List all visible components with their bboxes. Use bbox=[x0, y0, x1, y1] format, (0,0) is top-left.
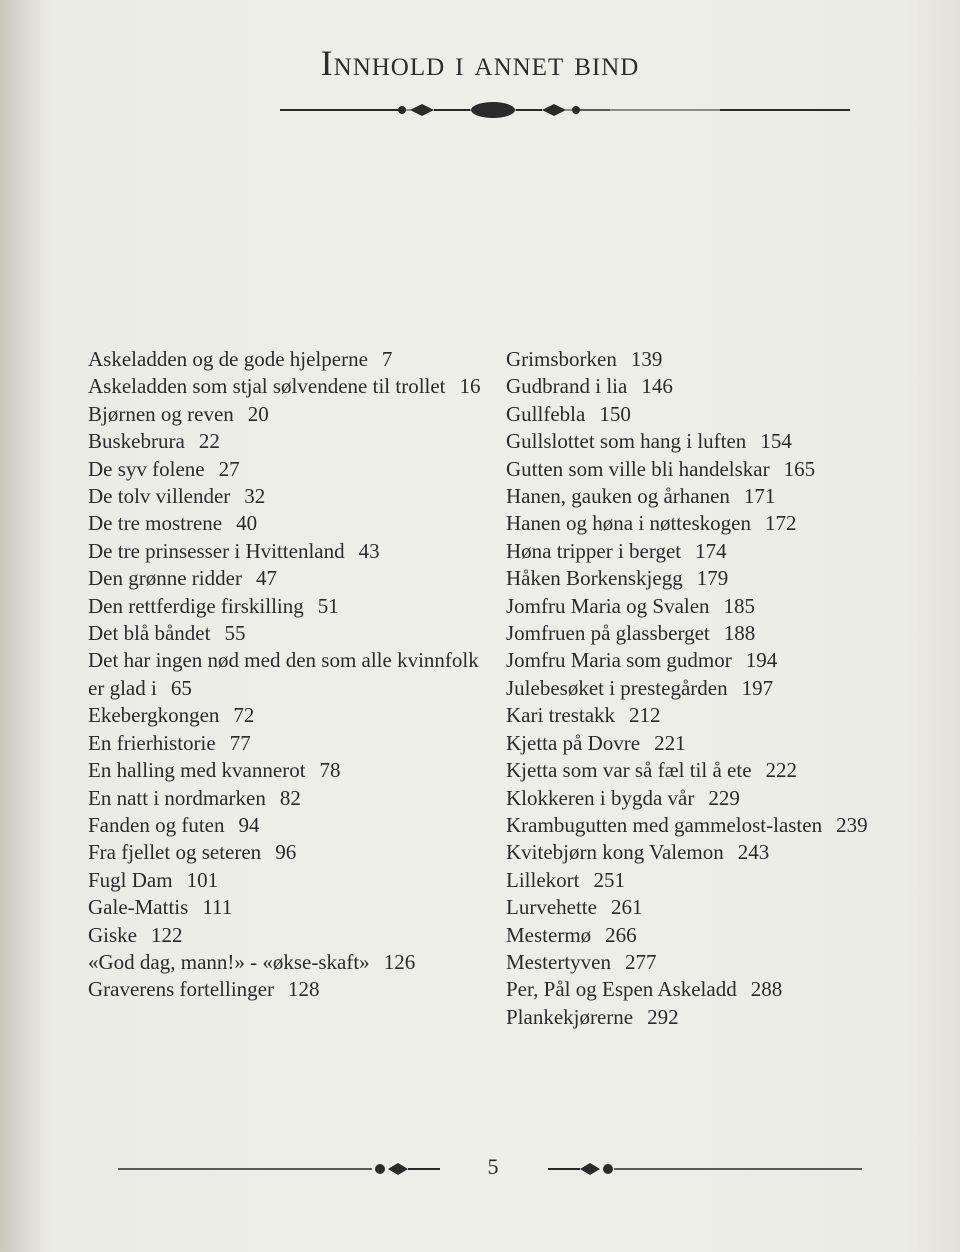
toc-entry bbox=[506, 839, 886, 866]
toc-entry-page: 185 bbox=[723, 593, 756, 618]
toc-entry bbox=[88, 812, 488, 839]
toc-entry-title: En frierhistorie bbox=[88, 730, 216, 755]
toc-entry-page: 243 bbox=[737, 840, 770, 865]
toc-entry-title: Gale-Mattis bbox=[88, 895, 189, 920]
toc-entry-page: 261 bbox=[610, 895, 643, 920]
toc-entry bbox=[88, 346, 488, 373]
toc-entry-title: Kari trestakk bbox=[506, 703, 616, 728]
toc-entry bbox=[506, 565, 886, 592]
toc-entry-title: Fugl Dam bbox=[88, 867, 173, 892]
toc-entry-page: 165 bbox=[783, 456, 816, 481]
toc-entry-page: 111 bbox=[202, 895, 233, 920]
toc-entry-page: 78 bbox=[319, 758, 341, 783]
toc-entry-page: 126 bbox=[383, 949, 416, 974]
toc-entry-title: Askeladden og de gode hjelperne bbox=[88, 347, 368, 371]
toc-entry-title: Kjetta som var så fæl til å ete bbox=[506, 758, 752, 783]
toc-entry-title: Giske bbox=[88, 922, 137, 947]
toc-entry bbox=[506, 785, 886, 812]
toc-entry bbox=[506, 483, 886, 510]
toc-entry-page: 150 bbox=[599, 401, 631, 426]
toc-entry-title: En natt i nordmarken bbox=[88, 785, 266, 810]
toc-entry-title: Plankekjørerne bbox=[506, 1004, 634, 1029]
toc-entry-page: 122 bbox=[151, 922, 183, 947]
toc-entry-title: Mestermø bbox=[506, 922, 592, 947]
page-gutter bbox=[0, 0, 40, 1252]
toc-entry-title: Hanen og høna i nøtteskogen bbox=[506, 511, 751, 536]
toc-entry bbox=[506, 922, 886, 949]
toc-entry-title: Kvitebjørn kong Valemon bbox=[506, 840, 724, 865]
toc-entry bbox=[506, 812, 886, 839]
toc-entry bbox=[506, 510, 886, 537]
toc-entry-title: Høna tripper i berget bbox=[506, 538, 682, 563]
toc-entry bbox=[88, 949, 488, 976]
toc-entry bbox=[506, 1004, 886, 1031]
toc-entry-title: Jomfruen på glassberget bbox=[506, 621, 710, 646]
toc-entry-title: Graverens fortellinger bbox=[88, 977, 274, 1002]
toc-entry-title: De tre prinsesser i Hvittenland bbox=[88, 538, 345, 563]
toc-entry bbox=[506, 976, 886, 1003]
toc-entry-page: 239 bbox=[836, 812, 868, 837]
toc-entry bbox=[506, 538, 886, 565]
toc-entry-page: 174 bbox=[695, 538, 727, 563]
page-number: 5 bbox=[487, 1154, 499, 1179]
toc-entry-page: 101 bbox=[186, 867, 219, 892]
toc-entry-page: 179 bbox=[696, 566, 729, 591]
toc-entry-title: Fanden og futen bbox=[88, 812, 225, 837]
toc-entry-page: 47 bbox=[255, 566, 277, 591]
contents-left-column bbox=[88, 346, 488, 1004]
toc-entry-title: Kjetta på Dovre bbox=[506, 730, 641, 755]
toc-entry bbox=[506, 949, 886, 976]
toc-entry bbox=[506, 373, 886, 400]
toc-entry-title: Gudbrand i lia bbox=[506, 374, 628, 399]
toc-entry bbox=[506, 593, 886, 620]
toc-entry bbox=[88, 757, 488, 784]
toc-entry-title: Gullfebla bbox=[506, 401, 586, 426]
toc-entry-title: Den grønne ridder bbox=[88, 566, 242, 591]
toc-entry-page: 188 bbox=[723, 621, 756, 646]
toc-entry-title: Det blå båndet bbox=[88, 621, 211, 646]
toc-entry-title: Jomfru Maria som gudmor bbox=[506, 648, 732, 673]
toc-entry-title: Den rettferdige firskilling bbox=[88, 593, 304, 618]
toc-entry-title: Per, Pål og Espen Askeladd bbox=[506, 977, 737, 1002]
toc-entry-page: 22 bbox=[198, 429, 220, 454]
toc-entry-page: 43 bbox=[358, 538, 380, 563]
toc-entry-title: «God dag, mann!» - «økse-skaft» bbox=[88, 949, 370, 974]
toc-entry bbox=[506, 894, 886, 921]
toc-entry bbox=[88, 510, 488, 537]
toc-entry bbox=[88, 620, 488, 647]
toc-entry bbox=[88, 867, 488, 894]
toc-entry bbox=[506, 346, 886, 373]
toc-entry bbox=[506, 647, 886, 674]
toc-entry bbox=[506, 401, 886, 428]
toc-entry-title: De tolv villender bbox=[88, 484, 231, 509]
toc-entry-page: 212 bbox=[629, 703, 661, 728]
toc-entry-title: Askeladden som stjal sølvendene til trollet bbox=[88, 374, 446, 399]
toc-entry-page: 16 bbox=[459, 374, 481, 399]
toc-entry-title: En halling med kvannerot bbox=[88, 758, 306, 783]
toc-entry-page: 222 bbox=[765, 758, 798, 783]
toc-entry-title: Lillekort bbox=[506, 867, 580, 892]
toc-entry-page: 55 bbox=[224, 621, 246, 646]
toc-entry-page: 32 bbox=[244, 484, 266, 509]
toc-entry-page: 194 bbox=[745, 648, 778, 673]
toc-entry-title: Bjørnen og reven bbox=[88, 401, 234, 426]
toc-entry-page: 27 bbox=[218, 456, 240, 481]
toc-entry-page: 146 bbox=[641, 374, 673, 399]
toc-entry bbox=[88, 456, 488, 483]
toc-entry-title: Håken Borkenskjegg bbox=[506, 566, 683, 591]
toc-entry-page: 288 bbox=[750, 977, 783, 1002]
toc-entry-page: 51 bbox=[317, 593, 339, 618]
toc-entry-page: 139 bbox=[630, 347, 663, 371]
toc-entry-title: Lurvehette bbox=[506, 895, 597, 920]
toc-entry-page: 292 bbox=[647, 1004, 679, 1029]
toc-entry-title: Buskebrura bbox=[88, 429, 185, 454]
toc-entry bbox=[88, 785, 488, 812]
toc-entry-title: Julebesøket i prestegården bbox=[506, 675, 728, 700]
toc-entry bbox=[88, 647, 488, 702]
toc-entry bbox=[88, 373, 488, 400]
toc-entry-title: Ekebergkongen bbox=[88, 703, 220, 728]
toc-entry bbox=[506, 428, 886, 455]
toc-entry bbox=[88, 538, 488, 565]
toc-entry-page: 251 bbox=[593, 867, 625, 892]
toc-entry-title: Krambugutten med gammelost-lasten bbox=[506, 812, 823, 837]
toc-entry bbox=[506, 456, 886, 483]
toc-entry-page: 128 bbox=[288, 977, 320, 1002]
toc-entry bbox=[506, 757, 886, 784]
toc-entry-page: 277 bbox=[624, 949, 657, 974]
toc-entry-page: 7 bbox=[381, 347, 393, 371]
toc-entry-page: 229 bbox=[708, 785, 740, 810]
toc-entry bbox=[88, 730, 488, 757]
toc-entry bbox=[88, 401, 488, 428]
toc-entry bbox=[88, 483, 488, 510]
toc-entry bbox=[88, 593, 488, 620]
toc-entry-title: De syv folene bbox=[88, 456, 205, 481]
toc-entry bbox=[88, 702, 488, 729]
toc-entry-page: 20 bbox=[247, 401, 269, 426]
toc-entry-title: Det har ingen nød med den som alle kvinnfolk er glad i bbox=[88, 648, 479, 700]
toc-entry-page: 221 bbox=[654, 730, 686, 755]
toc-entry-title: Hanen, gauken og århanen bbox=[506, 484, 730, 509]
toc-entry-page: 197 bbox=[741, 675, 774, 700]
toc-entry bbox=[88, 976, 488, 1003]
toc-entry-page: 77 bbox=[229, 730, 251, 755]
toc-entry bbox=[88, 565, 488, 592]
toc-entry bbox=[506, 675, 886, 702]
toc-entry-page: 171 bbox=[743, 484, 776, 509]
toc-entry-page: 94 bbox=[238, 812, 260, 837]
title-ornament bbox=[280, 96, 850, 124]
contents-right-column bbox=[506, 346, 886, 1031]
toc-entry bbox=[88, 839, 488, 866]
toc-entry-page: 154 bbox=[760, 429, 792, 454]
toc-entry bbox=[506, 730, 886, 757]
toc-entry-page: 82 bbox=[279, 785, 301, 810]
toc-entry-title: Gutten som ville bli handelskar bbox=[506, 456, 770, 481]
toc-entry bbox=[88, 428, 488, 455]
toc-entry-title: Mestertyven bbox=[506, 949, 611, 974]
toc-entry-title: Jomfru Maria og Svalen bbox=[506, 593, 710, 618]
toc-entry bbox=[506, 620, 886, 647]
toc-entry-title: Fra fjellet og seteren bbox=[88, 840, 262, 865]
toc-entry-title: Gullslottet som hang i luften bbox=[506, 429, 747, 454]
page-title: Innhold i annet bind bbox=[320, 43, 640, 83]
toc-entry-page: 40 bbox=[236, 511, 258, 536]
toc-entry-title: Grimsborken bbox=[506, 347, 617, 371]
toc-entry-page: 65 bbox=[170, 675, 192, 700]
toc-entry-page: 172 bbox=[764, 511, 797, 536]
toc-entry-page: 72 bbox=[233, 703, 255, 728]
toc-entry-title: Klokkeren i bygda vår bbox=[506, 785, 695, 810]
toc-entry-page: 96 bbox=[275, 840, 297, 865]
toc-entry bbox=[88, 894, 488, 921]
toc-entry bbox=[88, 922, 488, 949]
toc-entry-title: De tre mostrene bbox=[88, 511, 223, 536]
toc-entry-page: 266 bbox=[605, 922, 637, 947]
toc-entry bbox=[506, 867, 886, 894]
toc-entry bbox=[506, 702, 886, 729]
